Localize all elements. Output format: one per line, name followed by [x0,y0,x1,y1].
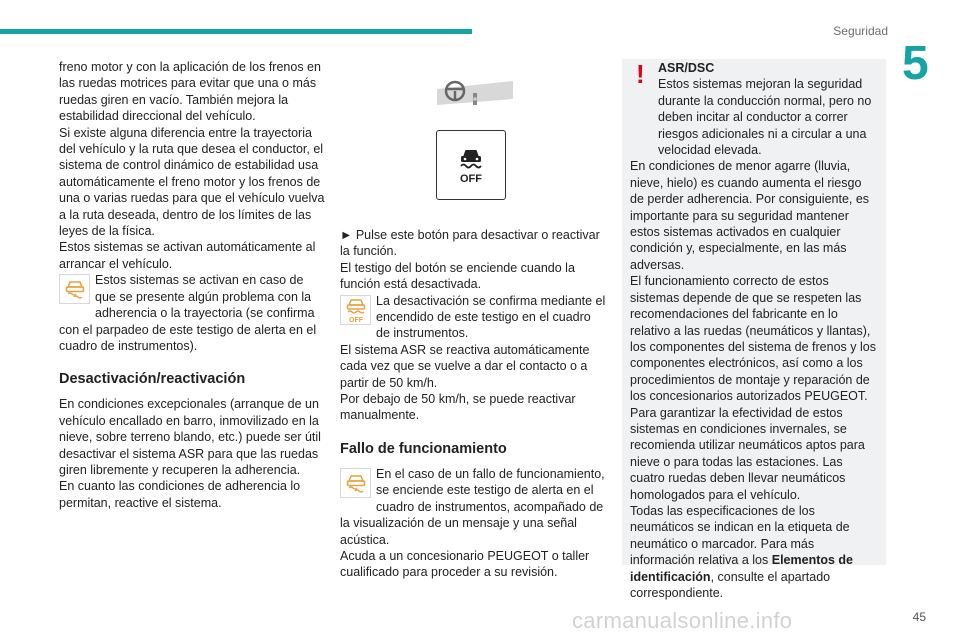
note-header [630,59,878,158]
svg-text:OFF: OFF [348,316,363,323]
note-intro: Estos sistemas mejoran la seguridad durante la conducción normal, pero no deben incitar al conductor a correr riesgos adicionales ni a circular a una velocidad elevada. [658,77,872,158]
paragraph: En cuanto las condiciones de adherencia lo permitan, reactive el sistema. [59,479,301,510]
paragraph: Para garantizar la efectividad de estos sistemas en condiciones invernales, se recomienda utilizar neumáticos aptos para nieve o para todas las estaciones. Las cuatro ruedas deben llevar neumáticos homologados para el vehículo. [630,405,865,502]
paragraph: El funcionamiento correcto de estos sistemas depende de que se respeten las recomendaciones del fabricante en lo relativo a las ruedas (neumáticos y llantas), los componentes del sistema de frenos y los componentes electrónicos, así como a los procedimientos de montaje y reparación de los concesionarios autorizados PEUGEOT. [630,274,876,404]
paragraph: En condiciones excepcionales (arranque de un vehículo encallado en barro, inmovilizado en la nieve, sobre terreno blando, etc.) puede ser útil desactivar el sistema ASR para que las ruedas giren libremente y recuperen la adherencia. [59,397,321,477]
paragraph: Estos sistemas se activan automáticamente al arrancar el vehículo. [59,240,316,271]
section-title: Seguridad [833,24,888,38]
chapter-number: 5 [902,37,929,90]
paragraph: Acuda a un concesionario PEUGEOT o taller cualificado para proceder a su revisión. [340,548,590,580]
button-off-label: OFF [460,173,482,185]
warning-light-note [340,466,606,548]
paragraph: En condiciones de menor agarre (lluvia, nieve, hielo) es cuando aumenta el riesgo de perder adherencia. Por consiguiente, es importante para su seguridad mantener estos sistemas activados en cualquier condición y, especialmente, en las más adversas. [630,159,870,272]
page-number: 45 [912,610,926,624]
warning-light-note [340,293,606,342]
warning-light-text: La desactivación se confirma mediante el encendido de este testigo en el cuadro de instrumentos. [376,293,606,341]
paragraph-text: , consulte el apartado correspondiente. [630,569,831,600]
skid-off-warning-light-icon [340,295,371,325]
paragraph-text: Todas las especificaciones de los neumáticos se indican en la etiqueta de neumático o marcador. Para más información relativa a los [630,503,850,568]
paragraph [630,503,878,601]
important-note-box [622,59,886,600]
asr-off-button[interactable] [436,130,506,200]
paragraph: Si existe alguna diferencia entre la trayectoria del vehículo y la ruta que desea el conductor, el sistema de control dinámico de estabilidad usa automáticamente el freno motor y los frenos de una o varias ruedas para que el vehículo vuelva a la ruta deseada, dentro de los límites de las leyes de la física. [59,125,325,239]
skid-warning-light-icon [340,468,371,498]
warning-light-text: En el caso de un fallo de funcionamiento, se enciende este testigo de alerta en el cuadro de instrumentos, acompañado de la visualización de un mensaje y una señal acústica. [340,466,605,547]
skid-warning-light-icon [59,274,90,304]
section-heading: Fallo de funcionamiento [340,440,507,457]
paragraph: ► Pulse este botón para desactivar o reactivar la función. [340,228,600,259]
note-title: ASR/DSC [658,61,715,75]
header-accent-bar [0,29,472,34]
watermark: carmanualsonline.info [572,608,793,633]
cross-reference-link[interactable]: Elementos de identificación [630,553,854,584]
warning-light-note [59,272,325,354]
paragraph: El sistema ASR se reactiva automáticamente cada vez que se vuelve a dar el contacto o a partir de 50 km/h. [340,342,590,390]
dashboard-location-icon [435,75,515,115]
paragraph: El testigo del botón se enciende cuando la función está desactivada. [340,260,575,292]
skid-off-icon [448,142,494,188]
exclamation-icon: ! [636,59,645,89]
section-heading: Desactivación/reactivación [59,371,246,388]
column-left [59,59,325,511]
column-right [622,59,886,600]
column-middle [340,59,606,581]
dashboard-illustration [340,59,606,227]
paragraph: Por debajo de 50 km/h, se puede reactivar manualmente. [340,392,576,423]
warning-light-text: Estos sistemas se activan en caso de que se presente algún problema con la adherencia o la trayectoria (se confirma con el parpadeo de este testigo de alerta en el cuadro de instrumentos). [59,273,317,353]
paragraph: freno motor y con la aplicación de los frenos en las ruedas motrices para evitar que una o más ruedas giren en vacío. También mejora la estabilidad direccional del vehículo. [59,60,321,124]
